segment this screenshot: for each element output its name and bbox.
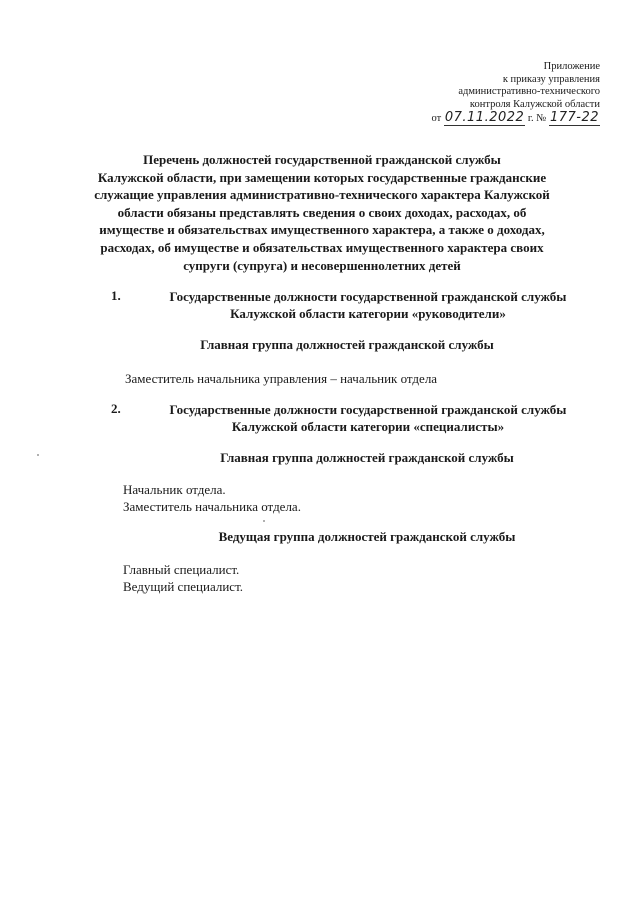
- appendix-line: контроля Калужской области: [469, 98, 600, 110]
- appendix-date-line: [390, 112, 600, 126]
- group-heading: Ведущая группа должностей гражданской службы: [218, 529, 516, 544]
- section-number: 1.: [111, 288, 121, 303]
- title-line: супруги (супруга) и несовершеннолетних детей: [183, 257, 461, 273]
- date-prefix: от: [431, 113, 442, 124]
- handwritten-number: 177-22: [549, 110, 599, 125]
- section-title: [140, 288, 596, 322]
- scan-speck: [37, 454, 39, 456]
- title-line: имуществе и обязательствах имущественного характера, а также о доходах,: [99, 222, 545, 238]
- position-list: [123, 481, 301, 515]
- appendix-line: к приказу управления: [502, 73, 600, 85]
- document-title: [80, 151, 564, 274]
- number-prefix: №: [536, 113, 547, 124]
- position-item: Заместитель начальника управления – начальник отдела: [125, 371, 438, 386]
- section-title: [140, 401, 596, 435]
- handwritten-date: 07.11.2022: [444, 110, 525, 125]
- position-item: Главный специалист.: [123, 562, 240, 577]
- scan-speck: [263, 520, 265, 522]
- section-number: 2.: [111, 401, 121, 416]
- appendix-line: Приложение: [543, 61, 600, 72]
- date-suffix: г.: [527, 113, 534, 124]
- position-item: Заместитель начальника отдела.: [123, 499, 301, 514]
- section-title-line: Калужской области категории «руководители»: [230, 306, 506, 321]
- title-line: расходах, об имуществе и обязательствах имущественного характера своих: [100, 239, 544, 255]
- section-title-line: Калужской области категории «специалисты»: [231, 419, 505, 434]
- title-line: Калужской области, при замещении которых государственные гражданские: [97, 169, 547, 185]
- section-title-line: Государственные должности государственной гражданской службы: [169, 402, 567, 417]
- title-line: Перечень должностей государственной гражданской службы: [143, 152, 501, 167]
- position-list: [123, 561, 243, 595]
- position-item: Начальник отдела.: [123, 482, 226, 497]
- section-title-line: Государственные должности государственной гражданской службы: [169, 289, 567, 304]
- position-item: Ведущий специалист.: [123, 579, 244, 594]
- appendix-line: административно-технического: [458, 86, 600, 97]
- group-heading: Главная группа должностей гражданской службы: [200, 337, 494, 352]
- title-line: области обязаны представлять сведения о своих доходах, расходах, об: [117, 204, 527, 220]
- title-line: служащие управления административно-технического характера Калужской: [94, 187, 550, 203]
- group-heading: Главная группа должностей гражданской службы: [220, 450, 514, 465]
- appendix-block: [390, 61, 600, 126]
